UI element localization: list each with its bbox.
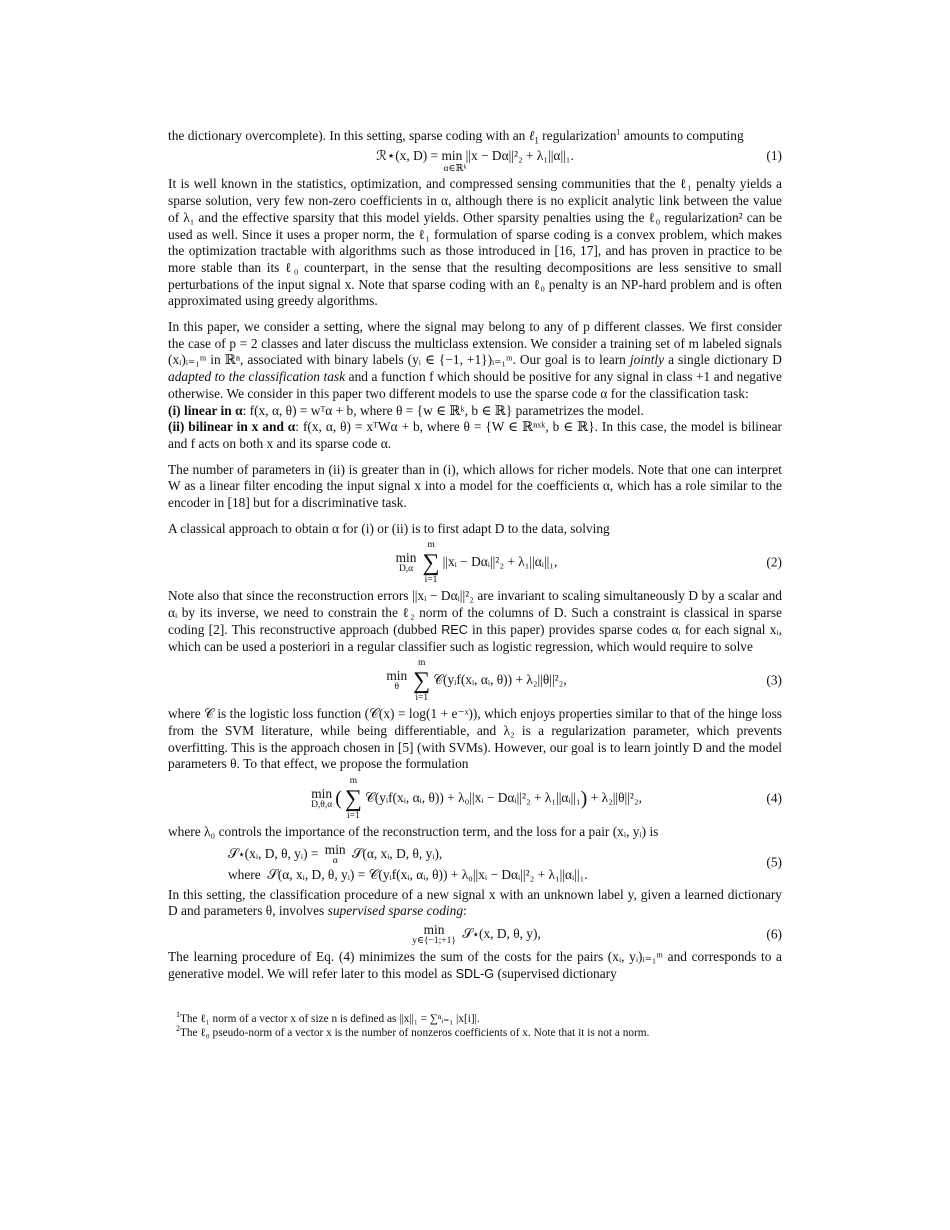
equation-6-body: 𝒮⋆(x, D, θ, y), [462,925,541,941]
paragraph-reconstruction: Note also that since the reconstruction errors ||xᵢ − Dαᵢ||²₂ are invariant to scaling simultaneously D by a scalar and αᵢ by its inverse, we need to constrain the ℓ₂ norm of the columns of D. Such a constraint is classical in sparse coding [2]. This reconstructive approach (dubbed REC in this paper) provides sparse codes αᵢ for each signal xᵢ, which can be used a posteriori in a regular classifier such as logistic regression, which would require to solve [168,588,782,654]
model-linear: (i) linear in α: f(x, α, θ) = wᵀα + b, where θ = {w ∈ ℝᵏ, b ∈ ℝ} parametrizes the model. [168,402,644,418]
equation-4-number: (4) [766,790,782,806]
min-operator: min α [324,841,346,866]
paragraph-l1-penalty: It is well known in the statistics, optimization, and compressed sensing communities that the ℓ₁ penalty yields a sparse solution, very few non-zero coefficients in α, although there is no explicit analytic link between the value of λ₁ and the effective sparsity that this model yields. Other sparsity penalties using the ℓ₀ regularization² can be used as well. Since it uses a proper norm, the ℓ₁ formulation of sparse coding is a convex problem, which makes the optimization tractable with algorithms such as those introduced in [16, 17], and has proven in practice to be more stable than its ℓ₀ counterpart, in the sense that the resulting decompositions are less sensitive to small perturbations of the input signal x. Note that sparse coding with an ℓ₀ penalty is an NP-hard problem and is often approximated using greedy algorithms. [168,176,782,309]
paragraph-intro: the dictionary overcomplete). In this setting, sparse coding with an ℓ$_1$ regularization$^1$ amounts to computing [168,127,744,146]
equation-1-body: ℛ⋆(x, D) = min ||x − Dα||²₂ + λ₁||α||₁. [376,147,574,163]
paragraph-classification-procedure: In this setting, the classification procedure of a new signal x with an unknown label y, given a learned dictionary D and parameters θ, involves supervised sparse coding: [168,886,782,919]
equation-3-number: (3) [766,672,782,688]
paragraph-classical-approach: A classical approach to obtain α for (i) or (ii) is to first adapt D to the data, solving [168,520,610,536]
sdl-g-label: SDL-G [455,966,495,981]
paragraph-parameters: The number of parameters in (ii) is greater than in (i), which allows for richer models. Note that one can interpret W as a linear filter encoding the input signal x into a model for the coefficients α, which has a role similar to the encoder in [18] but for a discriminative task. [168,461,782,511]
equation-2-number: (2) [766,555,782,571]
equation-1-number: (1) [766,147,782,163]
paragraph-logistic-loss: where 𝒞 is the logistic loss function (𝒞(x) = log(1 + e⁻ˣ)), which enjoys properties similar to that of the hinge loss from the SVM literature, while being differentiable, and λ₂ is a regularization parameter, which prevents overfitting. This is the approach chosen in [5] (with SVMs). However, our goal is to learn jointly D and the model parameters θ. To that effect, we propose the formulation [168,706,782,772]
paper-page [168,128,782,1040]
paragraph-setting: In this paper, we consider a setting, where the signal may belong to any of p different classes. We first consider the case of p = 2 classes and later discuss the multiclass extension. We consider a training set of m labeled signals (xᵢ)ᵢ₌₁ᵐ in ℝⁿ, associated with binary labels (yᵢ ∈ {−1, +1})ᵢ₌₁ᵐ. Our goal is to learn jointly a single dictionary D adapted to the classification task and a function f which should be positive for any signal in class +1 and negative otherwise. We consider in this paper two different models to use the sparse code α for the classification task: [168,319,782,401]
equation-2-body: ||xᵢ − Dαᵢ||²₂ + λ₁||αᵢ||₁, [442,554,558,570]
model-bilinear: (ii) bilinear in x and α: f(x, α, θ) = xᵀWα + b, where θ = {W ∈ ℝⁿˣᵏ, b ∈ ℝ}. In this case, the model is bilinear and f acts on both x and its sparse code α. [168,419,783,451]
equation-2 [168,540,782,586]
equation-4-tail: + λ₂||θ||²₂, [590,790,642,806]
rec-label: REC [441,622,468,637]
sum-operator: m ∑ i=1 [413,658,431,704]
footnotes [168,1012,782,1040]
equation-5 [168,843,782,884]
min-operator: min y∈{−1;+1} [412,921,456,946]
min-operator: min D,α [395,550,417,575]
equation-1-subscript: α∈ℝᵏ [443,164,467,175]
equation-3 [168,658,782,704]
footnote-1: $^1$The ℓ₁ norm of a vector x of size n is defined as ||x||₁ = ∑ⁿᵢ₌₁ |x[i]|. [176,1010,480,1026]
footnote-2: $^2$The ℓ₀ pseudo-norm of a vector x is the number of nonzeros coefficients of x. Note that it is not a norm. [176,1024,650,1040]
paragraph-lambda0: where λ₀ controls the importance of the reconstruction term, and the loss for a pair (xᵢ, yᵢ) is [168,824,659,840]
equation-1 [168,148,782,175]
sum-operator: m ∑ i=1 [422,540,440,586]
min-operator: min θ [386,668,408,693]
equation-6-number: (6) [766,926,782,942]
equation-5-number: (5) [766,854,782,870]
min-operator: min D,θ,α [311,786,333,811]
equation-3-body: 𝒞(yᵢf(xᵢ, αᵢ, θ)) + λ₂||θ||²₂, [433,672,567,688]
equation-6 [168,923,782,947]
equation-5-line-2: where 𝒮(α, xᵢ, D, θ, yᵢ) = 𝒞(yᵢf(xᵢ, αᵢ, θ)) + λ₀||xᵢ − Dαᵢ||²₂ + λ₁||αᵢ||₁. [228,866,588,882]
paragraph-learning-procedure: The learning procedure of Eq. (4) minimizes the sum of the costs for the pairs (xᵢ, yᵢ)ᵢ₌₁ᵐ and corresponds to a generative model. We will refer later to this model as SDL-G (supervised dictionary [168,948,782,981]
sum-operator: m ∑ i=1 [344,776,362,822]
footnote-ref-1[interactable]: 1 [616,127,621,137]
equation-5-line-1: 𝒮⋆(xᵢ, D, θ, yᵢ) = min α 𝒮(α, xᵢ, D, θ, yᵢ), [228,841,443,866]
equation-4-body: 𝒞(yᵢf(xᵢ, αᵢ, θ)) + λ₀||xᵢ − Dαᵢ||²₂ + λ₁||αᵢ||₁ [364,790,581,806]
equation-4: min D,θ,α ( m ∑ i=1 𝒞(yᵢf(xᵢ, αᵢ, θ)) + λ₀||xᵢ − Dαᵢ||²₂ + λ₁||αᵢ||₁) + λ₂||θ||²₂, (4) [311,776,782,822]
